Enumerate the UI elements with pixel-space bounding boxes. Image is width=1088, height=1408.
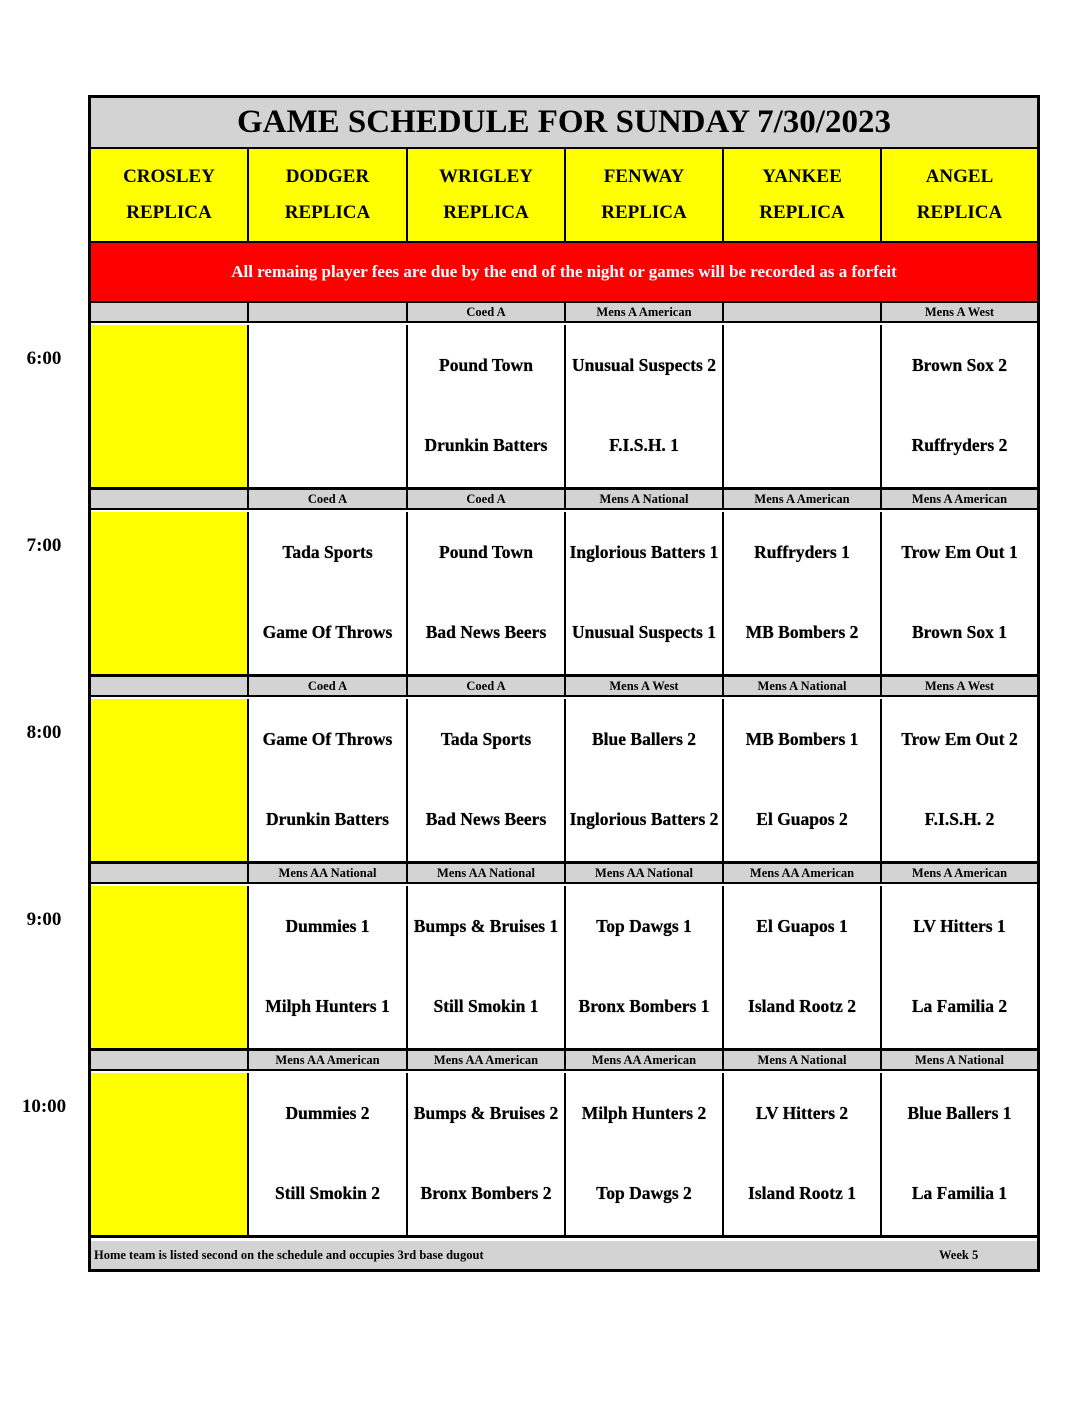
home-team: Game Of Throws <box>262 621 393 642</box>
home-team: Bronx Bombers 1 <box>578 995 710 1016</box>
home-team: Island Rootz 2 <box>748 995 856 1016</box>
away-team: Game Of Throws <box>262 728 393 749</box>
game-cell <box>91 886 249 1051</box>
field-header-wrigley <box>408 149 566 243</box>
game-cell <box>408 886 566 1051</box>
home-team: Bronx Bombers 2 <box>420 1182 552 1203</box>
game-cell <box>566 325 724 490</box>
division-label: Mens AA American <box>566 1051 724 1071</box>
field-subtitle: REPLICA <box>126 202 212 223</box>
field-name: ANGEL <box>925 166 994 187</box>
home-team: Unusual Suspects 1 <box>572 621 716 642</box>
field-subtitle: REPLICA <box>916 202 1003 223</box>
home-team: La Familia 2 <box>911 995 1008 1016</box>
game-cell <box>882 886 1037 1051</box>
field-name: DODGER <box>285 166 370 187</box>
home-team: Top Dawgs 2 <box>596 1182 692 1203</box>
field-subtitle: REPLICA <box>443 202 529 223</box>
game-cell <box>91 699 249 864</box>
away-team: Pound Town <box>439 354 533 375</box>
time-label: 6:00 <box>26 348 62 369</box>
away-team: Dummies 2 <box>285 1102 370 1123</box>
home-team: Still Smokin 2 <box>274 1182 381 1203</box>
away-team <box>249 339 406 391</box>
game-cell <box>724 325 882 490</box>
game-cell <box>91 325 249 490</box>
field-header-fenway <box>566 149 724 243</box>
home-team: F.I.S.H. 2 <box>924 808 995 829</box>
home-team: Drunkin Batters <box>266 808 389 829</box>
division-label: Coed A <box>249 677 408 697</box>
game-cell <box>249 699 408 864</box>
division-label <box>91 1051 249 1071</box>
home-team <box>91 793 247 845</box>
game-cell <box>408 325 566 490</box>
game-cell <box>249 512 408 677</box>
game-cell <box>249 1073 408 1238</box>
home-team: Milph Hunters 1 <box>265 995 390 1016</box>
away-team: LV Hitters 1 <box>913 915 1006 936</box>
division-label <box>91 490 249 510</box>
home-team: Bad News Beers <box>425 808 547 829</box>
home-team: Still Smokin 1 <box>433 995 539 1016</box>
home-team: La Familia 1 <box>911 1182 1008 1203</box>
field-name: CROSLEY <box>123 166 215 187</box>
field-name: WRIGLEY <box>439 166 533 187</box>
home-team: Island Rootz 1 <box>748 1182 856 1203</box>
away-team <box>91 526 247 578</box>
division-label: Mens A American <box>724 490 882 510</box>
game-cell <box>249 886 408 1051</box>
division-label: Mens A West <box>566 677 724 697</box>
division-label <box>91 677 249 697</box>
home-team <box>724 419 880 471</box>
division-label: Mens AA National <box>249 864 408 884</box>
home-team: F.I.S.H. 1 <box>609 434 679 455</box>
away-team: Blue Ballers 1 <box>907 1102 1012 1123</box>
division-label: Mens A National <box>724 677 882 697</box>
away-team: Blue Ballers 2 <box>591 728 697 749</box>
away-team: Pound Town <box>439 541 533 562</box>
time-label: 9:00 <box>26 909 62 930</box>
home-team: Inglorious Batters 2 <box>569 808 719 829</box>
away-team: Trow Em Out 1 <box>901 541 1018 562</box>
fee-notice-banner: All remaing player fees are due by the end of the night or games will be recorded as a forfeit <box>91 243 1037 303</box>
game-cell <box>882 1073 1037 1238</box>
field-subtitle: REPLICA <box>284 202 371 223</box>
away-team: Bumps & Bruises 2 <box>413 1102 559 1123</box>
time-label: 10:00 <box>21 1096 67 1117</box>
game-cell <box>566 1073 724 1238</box>
away-team: Tada Sports <box>440 728 532 749</box>
away-team: El Guapos 1 <box>756 915 848 936</box>
game-cell <box>882 325 1037 490</box>
away-team: Trow Em Out 2 <box>901 728 1018 749</box>
away-team: Milph Hunters 2 <box>581 1102 707 1123</box>
field-name: FENWAY <box>603 166 685 187</box>
division-label: Coed A <box>408 677 566 697</box>
away-team: Unusual Suspects 2 <box>572 354 716 375</box>
field-header-crosley <box>91 149 249 243</box>
game-cell <box>408 512 566 677</box>
away-team: Brown Sox 2 <box>912 354 1007 375</box>
game-cell <box>724 699 882 864</box>
game-cell <box>566 512 724 677</box>
division-label: Mens A National <box>882 1051 1037 1071</box>
game-cell <box>566 886 724 1051</box>
home-team <box>249 419 406 471</box>
game-cell <box>882 512 1037 677</box>
time-label: 8:00 <box>26 722 62 743</box>
division-label: Mens AA American <box>249 1051 408 1071</box>
home-team <box>91 606 247 658</box>
away-team: MB Bombers 1 <box>745 728 859 749</box>
division-label <box>91 864 249 884</box>
home-team <box>91 419 247 471</box>
division-label: Mens A National <box>566 490 724 510</box>
field-subtitle: REPLICA <box>759 202 845 223</box>
away-team: Bumps & Bruises 1 <box>413 915 559 936</box>
time-label: 7:00 <box>26 535 62 556</box>
field-subtitle: REPLICA <box>601 202 687 223</box>
division-label: Mens A American <box>882 864 1037 884</box>
field-name: YANKEE <box>762 166 842 187</box>
home-team: Bad News Beers <box>425 621 547 642</box>
away-team: Tada Sports <box>282 541 373 562</box>
home-team <box>91 980 247 1032</box>
away-team <box>91 1087 247 1139</box>
away-team <box>724 339 880 391</box>
game-cell <box>724 512 882 677</box>
division-label: Mens A West <box>882 303 1037 323</box>
game-cell <box>882 699 1037 864</box>
game-cell <box>91 1073 249 1238</box>
field-header-angel <box>882 149 1037 243</box>
home-team: Drunkin Batters <box>424 434 548 455</box>
division-label: Mens A American <box>566 303 724 323</box>
home-team: MB Bombers 2 <box>745 621 859 642</box>
away-team: Ruffryders 1 <box>754 541 850 562</box>
away-team: Dummies 1 <box>285 915 370 936</box>
home-team: El Guapos 2 <box>756 808 848 829</box>
page-title: GAME SCHEDULE FOR SUNDAY 7/30/2023 <box>91 98 1037 149</box>
away-team <box>91 900 247 952</box>
division-label: Coed A <box>249 490 408 510</box>
away-team: Top Dawgs 1 <box>596 915 692 936</box>
field-header-dodger <box>249 149 408 243</box>
game-cell <box>724 1073 882 1238</box>
game-cell <box>408 699 566 864</box>
division-label: Mens AA National <box>566 864 724 884</box>
game-cell <box>566 699 724 864</box>
division-label: Mens AA American <box>408 1051 566 1071</box>
division-label <box>91 303 249 323</box>
division-label <box>249 303 408 323</box>
division-label: Mens A American <box>882 490 1037 510</box>
division-label: Mens A West <box>882 677 1037 697</box>
division-label: Mens A National <box>724 1051 882 1071</box>
field-header-yankee <box>724 149 882 243</box>
away-team <box>91 713 247 765</box>
game-cell <box>249 325 408 490</box>
schedule-table <box>88 95 1040 1272</box>
game-cell <box>408 1073 566 1238</box>
division-label: Mens AA National <box>408 864 566 884</box>
game-cell <box>91 512 249 677</box>
footer-bar <box>91 1241 1037 1269</box>
division-label <box>724 303 882 323</box>
home-team <box>91 1167 247 1219</box>
home-team: Brown Sox 1 <box>912 621 1007 642</box>
away-team: LV Hitters 2 <box>755 1102 849 1123</box>
division-label: Coed A <box>408 303 566 323</box>
footer-note: Home team is listed second on the schedule and occupies 3rd base dugout <box>94 1248 484 1262</box>
division-label: Mens AA American <box>724 864 882 884</box>
away-team <box>91 339 247 391</box>
away-team: Inglorious Batters 1 <box>569 541 719 562</box>
home-team: Ruffryders 2 <box>911 434 1008 455</box>
week-label: Week 5 <box>939 1248 979 1262</box>
division-label: Coed A <box>408 490 566 510</box>
game-cell <box>724 886 882 1051</box>
